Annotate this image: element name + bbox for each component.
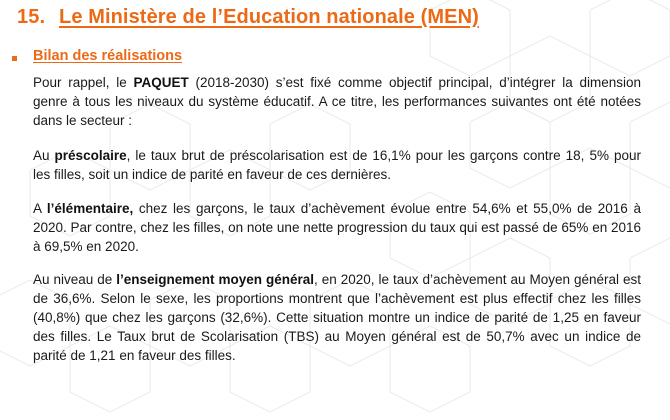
paragraph-bold-term: l’enseignement moyen général [116, 272, 315, 287]
paragraph-elementaire [33, 199, 641, 256]
paragraph-text: Au [33, 148, 55, 163]
section-number: 15. [17, 6, 46, 28]
paragraph-text: Pour rappel, le [33, 75, 134, 90]
paragraph-text: , le taux brut de préscolarisation est de 16,1% pour les garçons contre 18, 5% pour les filles, soit un indice de parité en faveur de ces dernières. [33, 148, 641, 182]
paragraph-bold-term: PAQUET [133, 75, 189, 90]
bullet-square-icon [12, 56, 17, 61]
paragraph-text: A [33, 201, 47, 216]
section-heading [17, 6, 479, 29]
paragraph-bold-term: préscolaire [54, 148, 127, 163]
paragraph-paquet [33, 73, 641, 130]
subsection-title: Bilan des réalisations [33, 48, 183, 64]
section-title: Le Ministère de l’Education nationale (MEN) [59, 6, 479, 28]
paragraph-text: (2018-2030) s’est fixé comme objectif principal, d’intégrer la dimension genre à tous les niveaux du système éducatif. A ce titre, les performances suivantes ont été notées dans le secteur : [33, 75, 641, 128]
paragraph-moyen-general [33, 270, 641, 365]
paragraph-bold-term: l’élémentaire, [46, 201, 134, 216]
paragraph-text: Au niveau de [33, 272, 117, 287]
paragraph-text: chez les garçons, le taux d’achèvement évolue entre 54,6% et 55,0% de 2016 à 2020. Par contre, chez les filles, on note une nette progression du taux qui est passé de 65% en 2016 à 69,5% en 2020. [33, 201, 641, 254]
paragraph-text: , en 2020, le taux d’achèvement au Moyen général est de 36,6%. Selon le sexe, les proportions montrent que l’achèvement est plus effectif chez les filles (40,8%) que chez les garçons (32,6%). Cette situation montre un indice de parité de 1,25 en faveur des filles. Le Taux brut de Scolarisation (TBS) au Moyen général est de 50,7% avec un indice de parité de 1,21 en faveur des filles. [33, 272, 642, 363]
paragraph-prescolaire [33, 146, 641, 184]
